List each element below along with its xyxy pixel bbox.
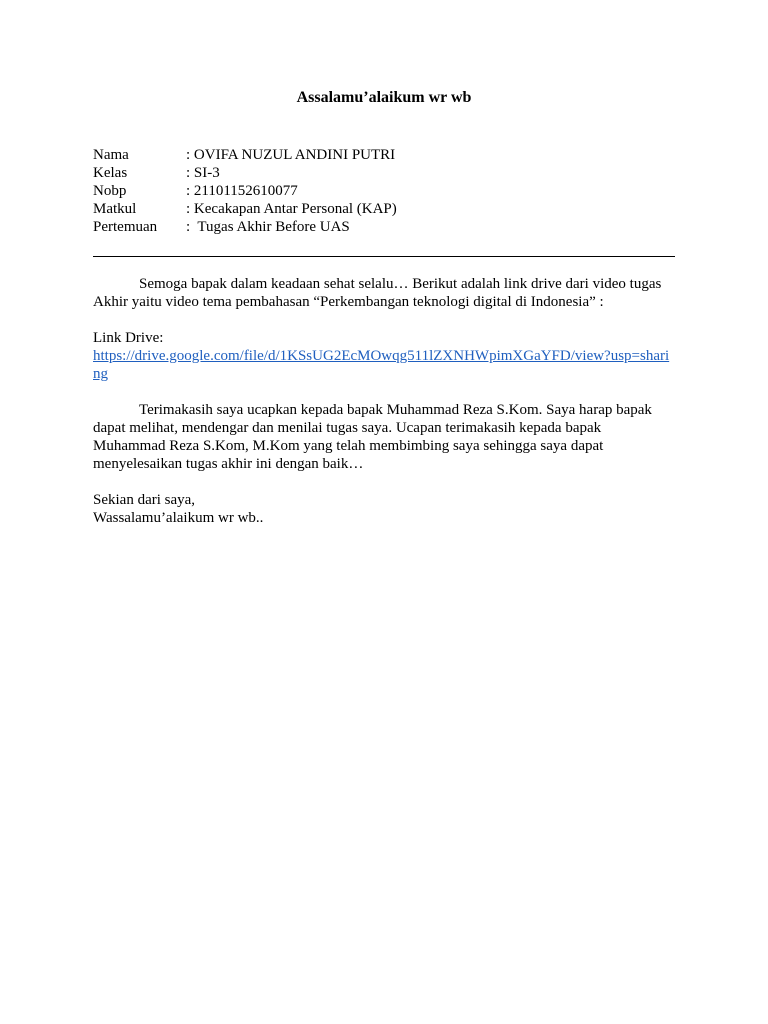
info-value: : Kecakapan Antar Personal (KAP) xyxy=(186,201,397,217)
info-table xyxy=(93,146,693,236)
info-value: : OVIFA NUZUL ANDINI PUTRI xyxy=(186,147,396,163)
link-label: Link Drive: xyxy=(93,330,164,346)
info-value: : 21101152610077 xyxy=(186,183,298,199)
spacer xyxy=(93,383,676,401)
spacer xyxy=(93,473,676,491)
info-row-matkul xyxy=(93,200,693,218)
info-label: Matkul xyxy=(93,201,137,217)
info-row-nama xyxy=(93,146,693,164)
spacer xyxy=(93,311,676,329)
closing-greeting: Wassalamu’alaikum wr wb.. xyxy=(93,510,264,526)
opening-paragraph: Semoga bapak dalam keadaan sehat selalu… Berikut adalah link drive dari video tugas Akhir yaitu video tema pembahasan “Perkembangan teknologi digital di Indonesia” : xyxy=(93,276,662,310)
drive-link[interactable]: https://drive.google.com/file/d/1KSsUG2EcMOwqg511lZXNHWpimXGaYFD/view?usp=sharing xyxy=(93,348,670,382)
info-label: Kelas xyxy=(93,165,128,181)
info-label: Pertemuan xyxy=(93,219,158,235)
info-label: Nobp xyxy=(93,183,127,199)
info-row-pertemuan xyxy=(93,218,693,236)
closing-line: Sekian dari saya, xyxy=(93,492,196,508)
thanks-paragraph: Terimakasih saya ucapkan kepada bapak Muhammad Reza S.Kom. Saya harap bapak dapat melihat, mendengar dan menilai tugas saya. Ucapan terimakasih kepada bapak Muhammad Reza S.Kom, M.Kom yang telah membimbing saya sehingga saya dapat menyelesaikan tugas akhir ini dengan baik… xyxy=(93,402,652,472)
document-title: Assalamu’alaikum wr wb xyxy=(296,89,472,106)
info-label: Nama xyxy=(93,147,129,163)
info-row-kelas xyxy=(93,164,693,182)
document-body xyxy=(93,275,676,527)
info-value: : SI-3 xyxy=(186,165,220,181)
horizontal-divider xyxy=(93,256,675,257)
info-row-nobp xyxy=(93,182,693,200)
info-value: : Tugas Akhir Before UAS xyxy=(186,219,350,235)
